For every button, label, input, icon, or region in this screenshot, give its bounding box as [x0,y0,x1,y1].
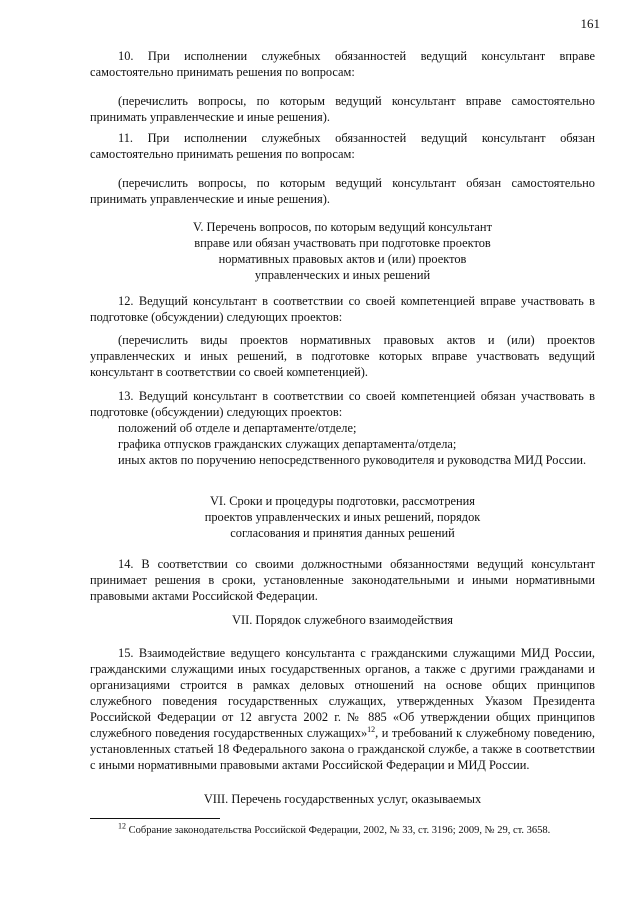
section-v-line: управленческих и иных решений [254,268,431,282]
section-v-line: нормативных правовых актов и (или) проектов [218,252,467,266]
paragraph-15 [90,645,595,773]
footnote-divider [90,818,220,819]
paragraph-15-text-cont: , и требований к служебному поведению, установленных статьей 18 Федерального закона о гражданской службе, а также в соответствии с иными нормативными правовыми актами Российской Федерации и МИД России. [90,726,596,772]
footnote-reference[interactable]: 12 [367,724,376,734]
section-vii-heading: VII. Порядок служебного взаимодействия [232,613,453,627]
section-v-line: V. Перечень вопросов, по которым ведущий консультант [193,220,492,234]
paragraph-10: 10. При исполнении служебных обязанностей ведущий консультант вправе самостоятельно принимать решения по вопросам: [90,49,595,79]
paragraph-13-item: положений об отделе и департаменте/отделе; [118,421,357,435]
paragraph-13-intro: 13. Ведущий консультант в соответствии со своей компетенцией обязан участвовать в подготовке (обсуждении) следующих проектов: [90,389,595,419]
section-vi-heading [90,493,595,541]
section-vi-line: VI. Сроки и процедуры подготовки, рассмотрения [209,494,476,508]
page-number: 161 [580,16,600,31]
footnote [90,821,595,837]
paragraph-10-note: (перечислить вопросы, по которым ведущий консультант вправе самостоятельно принимать управленческие и иные решения). [90,94,595,124]
footnote-text: Собрание законодательства Российской Федерации, 2002, № 33, ст. 3196; 2009, № 29, ст. 3658. [128,825,551,836]
section-v-heading [90,219,595,283]
section-v-line: вправе или обязан участвовать при подготовке проектов [194,236,491,250]
paragraph-15-text: 15. Взаимодействие ведущего консультанта с гражданскими служащими МИД России, гражданскими служащими иных государственных органов, а также с другими гражданами и организациями строится в рамках деловых отношений на основе общих принципов служебного поведения государственных служащих, утвержденных Указом Президента Российской Федерации от 12 августа 2002 г. № 885 «Об утверждении общих принципов служебного поведения государственных служащих» [90,646,595,740]
section-vi-line: согласования и принятия данных решений [230,526,455,540]
section-vi-line: проектов управленческих и иных решений, порядок [204,510,481,524]
paragraph-13-item: иных актов по поручению непосредственного руководителя и руководства МИД России. [118,453,587,467]
paragraph-12: 12. Ведущий консультант в соответствии со своей компетенцией вправе участвовать в подготовке (обсуждении) следующих проектов: [90,294,595,324]
paragraph-14: 14. В соответствии со своими должностными обязанностями ведущий консультант принимает решения в сроки, установленные законодательными и иными нормативными правовыми актами Российской Федерации. [90,557,595,603]
paragraph-11-note: (перечислить вопросы, по которым ведущий консультант обязан самостоятельно принимать управленческие и иные решения). [90,176,595,206]
paragraph-11: 11. При исполнении служебных обязанностей ведущий консультант обязан самостоятельно принимать решения по вопросам: [90,131,595,161]
paragraph-12-note: (перечислить виды проектов нормативных правовых актов и (или) проектов управленческих и иных решений, в подготовке которых вправе участвовать ведущий консультант в соответствии со своей компетенцией). [90,333,595,379]
paragraph-13-item: графика отпусков гражданских служащих департамента/отдела; [118,437,457,451]
section-viii-heading: VIII. Перечень государственных услуг, оказываемых [203,792,482,806]
footnote-number: 12 [118,821,126,831]
